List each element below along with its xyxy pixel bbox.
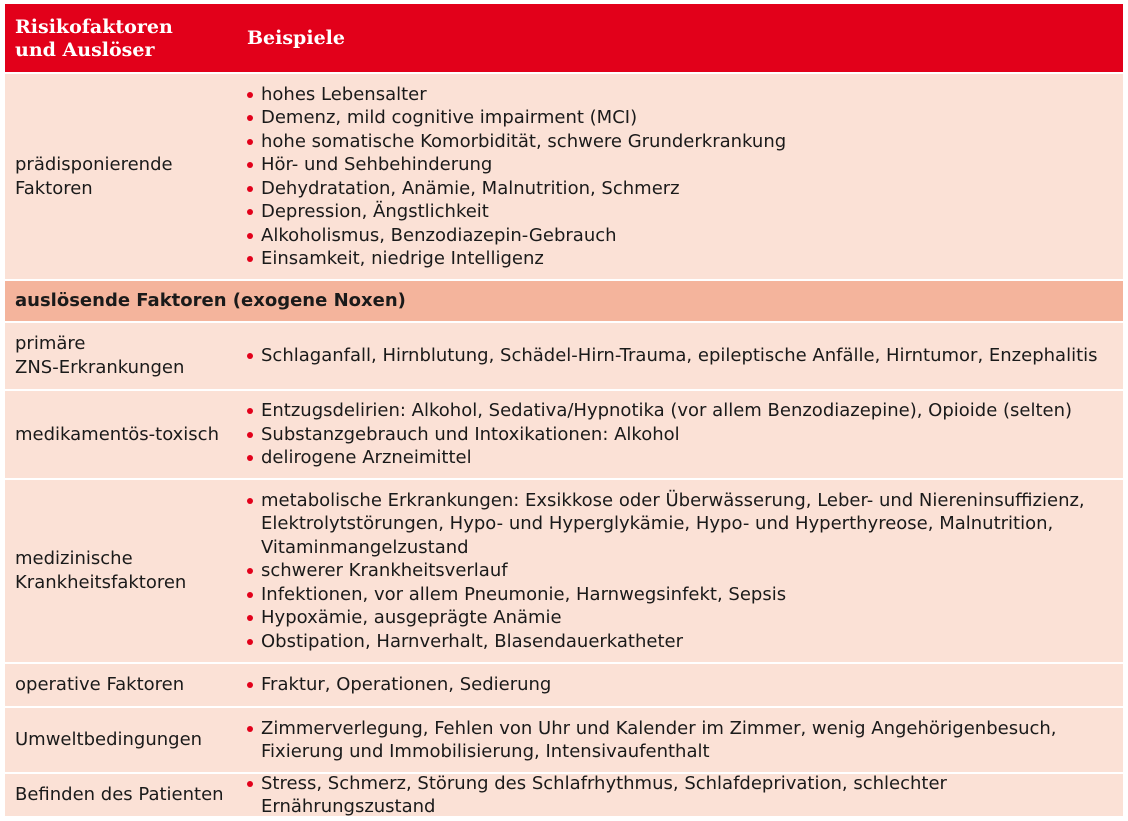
- list-item: [247, 717, 1123, 764]
- list-item-line: Vitaminmangelzustand: [261, 536, 469, 558]
- row-label-environment: Umweltbedingungen: [15, 729, 203, 750]
- row-label-line1: medizinische: [15, 548, 133, 569]
- table-row-predisposing: [5, 74, 1123, 281]
- list-item-line: Elektrolytstörungen, Hypo- und Hyperglykämie, Hypo- und Hyperthyreose, Malnutrition,: [261, 513, 1054, 535]
- header-col1-line1: Risikofaktoren: [15, 16, 173, 38]
- header-col-examples: Beispiele: [247, 26, 345, 49]
- row-label-line1: prädisponierende: [15, 153, 173, 175]
- row-label-operative: operative Faktoren: [15, 674, 185, 695]
- list-item: Schlaganfall, Hirnblutung, Schädel-Hirn-Trauma, epileptische Anfälle, Hirntumor, Enzephalitis: [247, 344, 1123, 368]
- row-label-med-tox: medikamentös-toxisch: [15, 423, 219, 445]
- section-header-triggers: [5, 281, 1123, 323]
- table-row-patient-condition: [5, 774, 1123, 818]
- row-label-line2: Faktoren: [15, 177, 93, 199]
- row-label-patient-condition: Befinden des Patienten: [15, 784, 224, 805]
- list-item: [247, 489, 1123, 560]
- table-row-operative: [5, 664, 1123, 708]
- patient-condition-list: [247, 772, 1123, 819]
- operative-list: [247, 673, 1123, 697]
- row-label-predisposing: [5, 153, 237, 201]
- list-item: hohe somatische Komorbidität, schwere Grunderkrankung: [247, 130, 1123, 154]
- table-row-environment: [5, 708, 1123, 774]
- list-item: Fraktur, Operationen, Sedierung: [247, 673, 1123, 697]
- list-item-line: Zimmerverlegung, Fehlen von Uhr und Kalender im Zimmer, wenig Angehörigenbesuch,: [261, 717, 1057, 739]
- row-label-medical-factors: [5, 547, 237, 595]
- section-label: auslösende Faktoren (exogene Noxen): [15, 290, 406, 311]
- table-header: [5, 4, 1123, 74]
- list-item: Substanzgebrauch und Intoxikationen: Alkohol: [247, 423, 1123, 447]
- list-item: Depression, Ängstlichkeit: [247, 200, 1123, 224]
- zns-list: [247, 344, 1123, 368]
- table-row-med-tox: [5, 391, 1123, 480]
- list-item-line: metabolische Erkrankungen: Exsikkose oder Überwässerung, Leber- und Niereninsuffizienz,: [261, 489, 1085, 511]
- list-item: schwerer Krankheitsverlauf: [247, 559, 1123, 583]
- row-label-zns: [5, 332, 237, 380]
- row-label-line2: ZNS-Erkrankungen: [15, 357, 185, 378]
- list-item: Hör- und Sehbehinderung: [247, 153, 1123, 177]
- delirium-risk-table: [5, 4, 1123, 818]
- list-item: Alkoholismus, Benzodiazepin-Gebrauch: [247, 224, 1123, 248]
- environment-list: [247, 717, 1123, 764]
- list-item: Stress, Schmerz, Störung des Schlafrhythmus, Schlafdeprivation, schlechter Ernährungszustand: [247, 772, 1123, 819]
- medical-factors-list: [247, 489, 1123, 654]
- list-item: Einsamkeit, niedrige Intelligenz: [247, 247, 1123, 271]
- table-row-zns: [5, 323, 1123, 391]
- predisposing-list: [247, 83, 1123, 271]
- list-item: delirogene Arzneimittel: [247, 446, 1123, 470]
- med-tox-list: [247, 399, 1123, 470]
- table-row-medical-factors: [5, 480, 1123, 664]
- list-item: Infektionen, vor allem Pneumonie, Harnwegsinfekt, Sepsis: [247, 583, 1123, 607]
- list-item: Dehydratation, Anämie, Malnutrition, Schmerz: [247, 177, 1123, 201]
- list-item: Hypoxämie, ausgeprägte Anämie: [247, 606, 1123, 630]
- list-item: Demenz, mild cognitive impairment (MCI): [247, 106, 1123, 130]
- row-label-line2: Krankheitsfaktoren: [15, 572, 187, 593]
- header-col-risk-factors: [5, 14, 237, 62]
- list-item-line: Fixierung und Immobilisierung, Intensivaufenthalt: [261, 741, 710, 762]
- list-item: Entzugsdelirien: Alkohol, Sedativa/Hypnotika (vor allem Benzodiazepine), Opioide (selten): [247, 399, 1123, 423]
- list-item: Obstipation, Harnverhalt, Blasendauerkatheter: [247, 630, 1123, 654]
- header-col1-line2: und Auslöser: [15, 39, 155, 61]
- row-label-line1: primäre: [15, 333, 86, 354]
- list-item: hohes Lebensalter: [247, 83, 1123, 107]
